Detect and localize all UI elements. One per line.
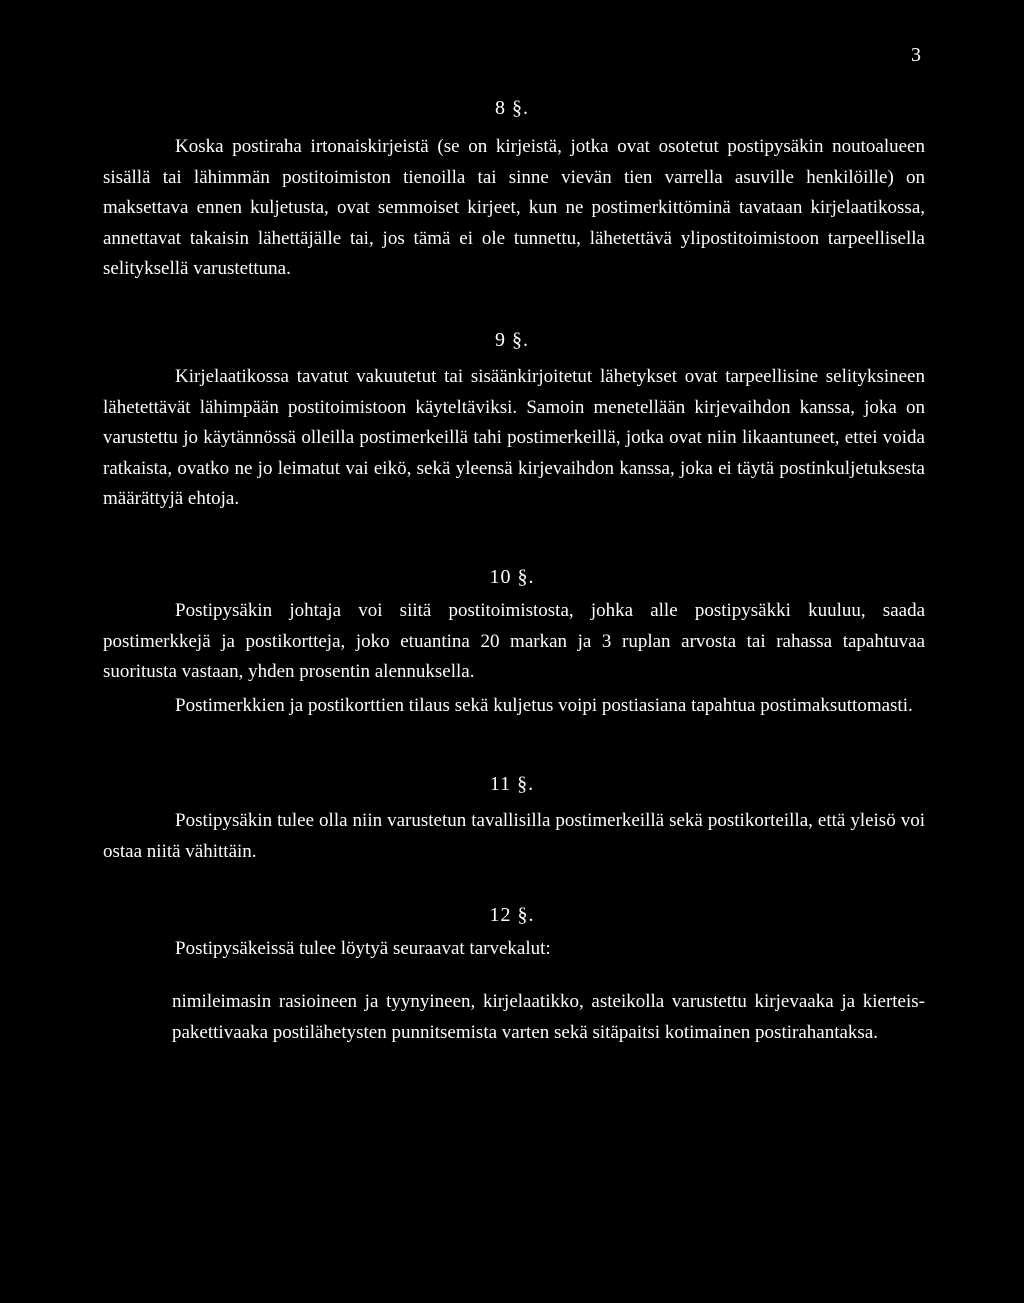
section-heading-11: 11 §.: [489, 773, 535, 795]
section-12-paragraph: Postipysäkeissä tulee löytyä seuraavat tarvekalut:: [175, 938, 551, 959]
section-9-paragraph: Kirjelaatikossa tavatut vakuutetut tai sisäänkirjoitetut lähetykset ovat tarpeellisine selityksineen lähetettävät lähimpään postitoimistoon käyteltäviksi. Samoin menetellään kirjevaihdon kanssa, joka on varustettu jo käytännössä olleilla postimerkeillä tahi postimerkeillä, jotka ovat niin likaantuneet, ettei voida ratkaista, ovatko ne jo leimatut vai eikö, sekä yleensä kirjevaihdon kanssa, joka ei täytä postinkuljetuksesta määrättyjä ehtoja.: [103, 366, 925, 510]
section-heading-10: 10 §.: [489, 566, 535, 588]
section-heading-9: 9 §.: [495, 329, 529, 351]
section-heading-8: 8 §.: [495, 97, 529, 119]
section-10-paragraph-2: Postimerkkien ja postikorttien tilaus sekä kuljetus voipi postiasiana tapahtua postimaksuttomasti.: [175, 695, 913, 716]
section-8-paragraph: Koska postiraha irtonaiskirjeistä (se on kirjeistä, jotka ovat osotetut postipysäkin noutoalueen sisällä tai lähimmän postitoimiston tienoilla tai sinne vievän tien varrella asuville henkilöille) on maksettava ennen kuljetusta, ovat semmoiset kirjeet, kun ne postimerkittöminä tavataan kirjelaatikossa, annettavat takaisin lähettäjälle tai, jos tämä ei ole tunnettu, lähetettävä ylipostitoimistoon tarpeellisella selityksellä varustettuna.: [103, 136, 925, 280]
section-11-paragraph: Postipysäkin tulee olla niin varustetun tavallisilla postimerkeillä sekä postikorteilla, että yleisö voi ostaa niitä vähittäin.: [103, 810, 925, 862]
page-number: 3: [911, 44, 921, 66]
section-10-paragraph-1: Postipysäkin johtaja voi siitä postitoimistosta, johka alle postipysäkki kuuluu, saada postimerkkejä ja postikortteja, joko etuantina 20 markan ja 3 ruplan arvosta tai rahassa tapahtuvaa suoritusta vastaan, yhden prosentin alennuksella.: [103, 600, 925, 683]
section-heading-12: 12 §.: [489, 904, 535, 926]
section-12-equipment-list: nimileimasin rasioineen ja tyynyineen, kirjelaatikko, asteikolla varustettu kirjevaaka ja kierteis-pakettivaaka postilähetysten punnitsemista varten sekä sitäpaitsi kotimainen postirahantaksa.: [172, 991, 925, 1043]
